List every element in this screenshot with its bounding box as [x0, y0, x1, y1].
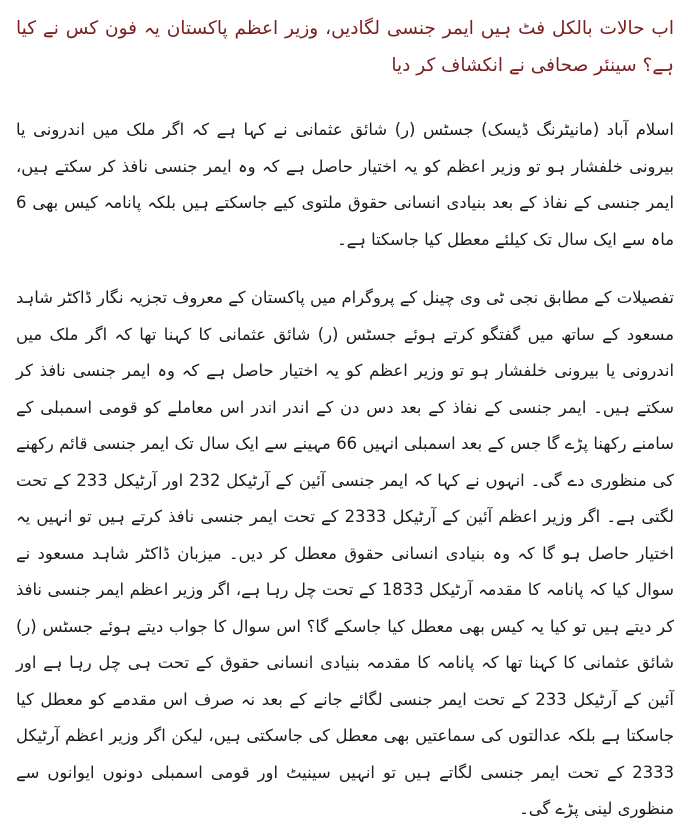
article-headline: اب حالات بالکل فٹ ہیں ایمر جنسی لگادیں، وزیر اعظم پاکستان یہ فون کس نے کیا ہے؟ سینئر صحافی نے انکشاف کر دیا: [16, 18, 674, 76]
article-paragraph-intro: اسلام آباد (مانیٹرنگ ڈیسک) جسٹس (ر) شائق عثمانی نے کہا ہے کہ اگر ملک میں اندرونی یا بیرونی خلفشار ہو تو وزیر اعظم کو یہ اختیار حاصل ہے کہ وہ ایمر جنسی نافذ کر سکتے ہیں، ایمر جنسی کے نفاذ کے بعد بنیادی انسانی حقوق ملتوی کیے جاسکتے ہیں بلکہ پانامہ کیس بھی 6 ماہ سے ایک سال تک کیلئے معطل کیا جاسکتا ہے۔: [16, 120, 674, 249]
article-paragraph-details: تفصیلات کے مطابق نجی ٹی وی چینل کے پروگرام میں پاکستان کے معروف تجزیہ نگار ڈاکٹر شاہد مسعود کے ساتھ میں گفتگو کرتے ہوئے جسٹس (ر) شائق عثمانی کا کہنا تھا کہ اگر ملک میں اندرونی یا بیرونی خلفشار ہو تو وزیر اعظم کو یہ اختیار حاصل ہے کہ وہ ایمر جنسی نافذ کر سکتے ہیں۔ ایمر جنسی کے نفاذ کے بعد دس دن کے اندر اندر اس معاملے کو قومی اسمبلی کے سامنے رکھنا پڑے گا جس کے بعد اسمبلی انہیں 66 مہینے سے ایک سال تک ایمر جنسی قائم رکھنے کی منظوری دے گی۔ انہوں نے کہا کہ ایمر جنسی آئین کے آرٹیکل 232 اور آرٹیکل 233 کے تحت لگتی ہے۔ اگر وزیر اعظم آئین کے آرٹیکل 2333 کے تحت ایمر جنسی نافذ کرتے ہیں تو انہیں یہ اختیار حاصل ہو گا کہ وہ بنیادی انسانی حقوق معطل کر دیں۔ میزبان ڈاکٹر شاہد مسعود نے سوال کیا کہ پانامہ کا مقدمہ آرٹیکل 1833 کے تحت چل رہا ہے، اگر وزیر اعظم ایمر جنسی نافذ کر دیتے ہیں تو کیا یہ کیس بھی معطل کیا جاسکے گا؟ اس سوال کا جواب دیتے ہوئے جسٹس (ر) شائق عثمانی کا کہنا تھا کہ پانامہ کا مقدمہ بنیادی انسانی حقوق کے تحت ہی چل رہا ہے اور آئین کے آرٹیکل 233 کے تحت ایمر جنسی لگائے جانے کے بعد نہ صرف اس مقدمے کو معطل کیا جاسکتا ہے بلکہ عدالتوں کی سماعتیں بھی معطل کی جاسکتی ہیں، لیکن اگر وزیر اعظم آرٹیکل 2333 کے تحت ایمر جنسی لگاتے ہیں تو انہیں سینیٹ اور قومی اسمبلی دونوں ایوانوں سے منظوری لینی پڑے گی۔: [16, 288, 675, 818]
